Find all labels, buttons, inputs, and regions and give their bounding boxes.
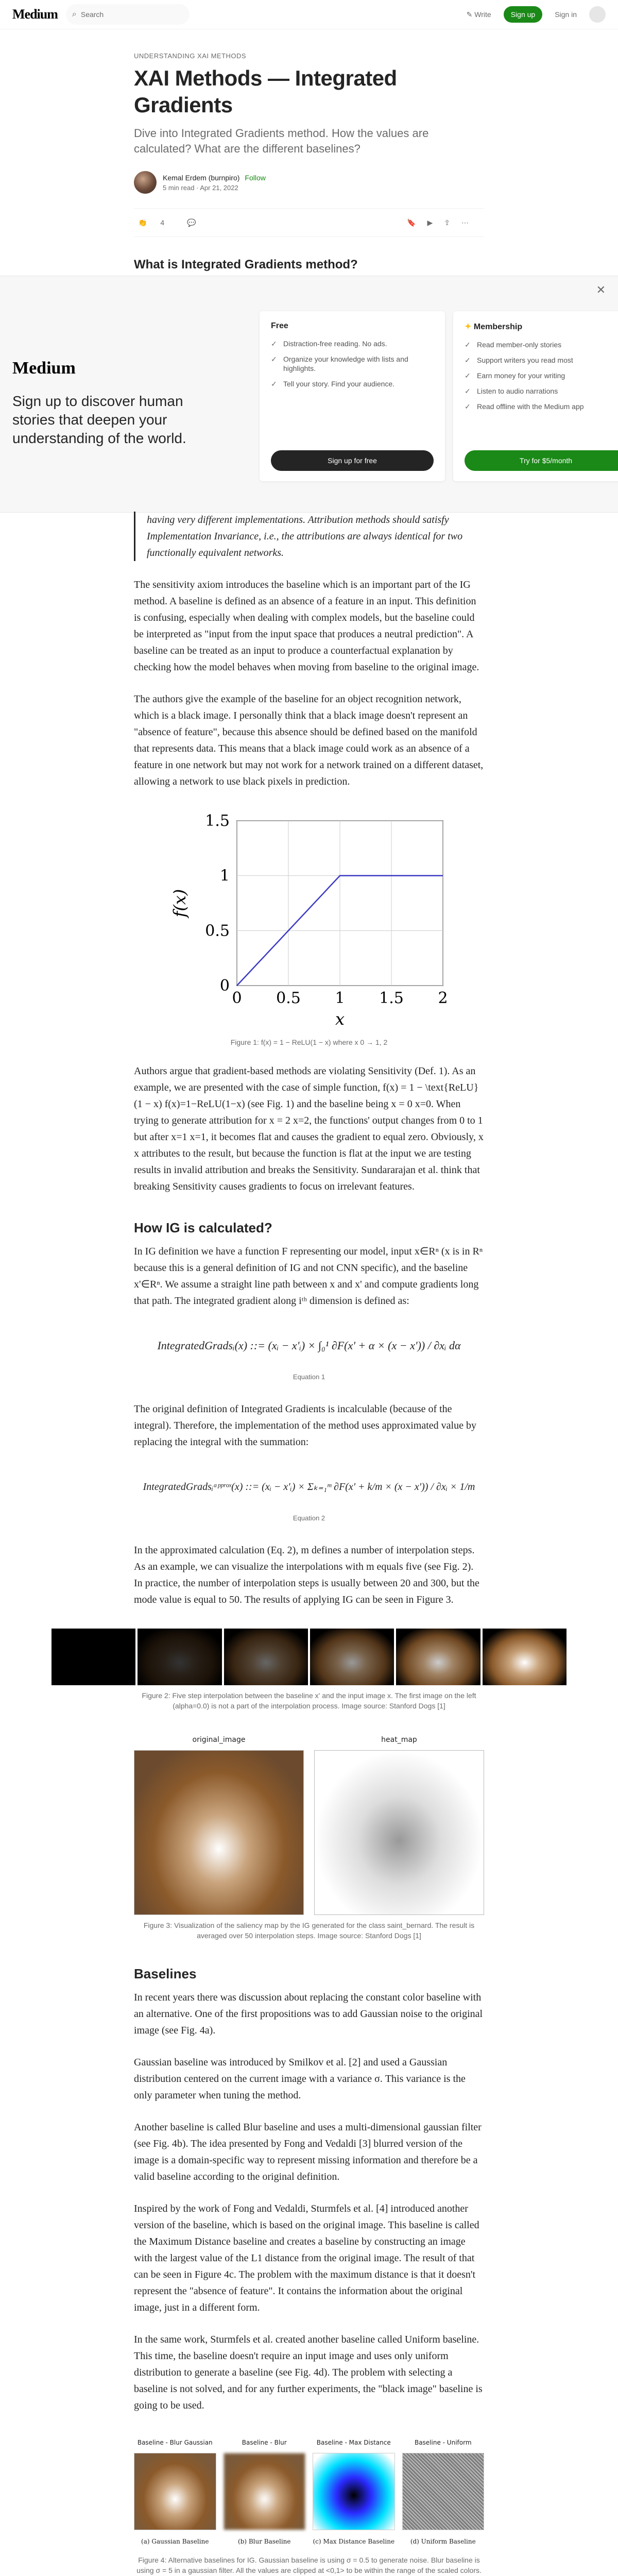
heading-how-ig: How IG is calculated? [134, 1220, 272, 1235]
try-membership-button[interactable]: Try for $5/month [465, 450, 618, 471]
signin-link[interactable]: Sign in [555, 10, 577, 19]
paragraph: Another baseline is called Blur baseline and uses a multi-dimensional gaussian filter (see Fig. 4b). The idea presented by Fong and Vedaldi [3] blurred version of the image is a domain-specific way to represent missing information and therefore be a valid baseline according to the original definition. [134, 2122, 482, 2182]
star-icon: ✦ [465, 323, 474, 331]
interp-image [52, 1629, 135, 1685]
paragraph: In the same work, Sturmfels et al. created another baseline called Uniform baseline. This time, the baseline doesn't require an input image and uses only uniform distribution to generate a baseline (see Fig. 4d). The problem with selecting a baseline is not solved, and for any further experiments, the "black image" baseline is going to be used. [134, 2334, 483, 2411]
figure-caption: Figure 3: Visualization of the saliency map by the IG generated for the class saint_bernard. The result is averaged over 50 interpolation steps. Image source: Stanford Dogs [1] [143, 1921, 475, 1940]
interpolation-strip [52, 1629, 566, 1685]
section-heading: What is Integrated Gradients method? [134, 258, 358, 272]
article-body [134, 512, 484, 2576]
search-placeholder: Search [80, 10, 104, 19]
uniform-baseline-image [402, 2453, 485, 2530]
author-name[interactable]: Kemal Erdem (burnpiro) [163, 173, 240, 182]
membership-item: ✓ Read member-only stories [465, 340, 618, 349]
article [134, 52, 484, 272]
author-block: Kemal Erdem (burnpiro) Follow 5 min read · Apr 21, 2022 [134, 171, 484, 194]
membership-item: ✓ Read offline with the Medium app [465, 402, 618, 411]
membership-item: ✓ Listen to audio narrations [465, 386, 618, 396]
baseline-title: Baseline - Max Distance [316, 2439, 391, 2446]
baseline-label: (c) Max Distance Baseline [313, 2538, 395, 2545]
blur-baseline-image [224, 2453, 306, 2530]
figure-caption: Figure 2: Five step interpolation between the baseline x' and the input image x. The first image on the left (alpha=0.0) is not a part of the interpolation process. Image source: Stanford Dogs [1] [142, 1691, 476, 1710]
signup-overlay [0, 276, 618, 513]
action-bar [134, 208, 484, 237]
panel-title: heat_map [381, 1736, 417, 1744]
figure-1 [134, 810, 484, 1047]
paragraph: The sensitivity axiom introduces the baseline which is an important part of the IG method. A baseline is defined as an absence of a feature in an input. This definition is confusing, especially when dealing with complex models, but the baseline could be interpreted as "input from the input space that produces a neutral prediction". A baseline can be treated as an input to produce a counterfactual explanation by checking how the model behaves when moving from baseline to the original image. [134, 579, 479, 673]
membership-plan-card [453, 311, 618, 481]
x-tick-label: 1.5 [379, 989, 404, 1007]
overlay-tagline: Sign up to discover human stories that deepen your understanding of the world. [12, 393, 186, 446]
free-plan-item: ✓ Tell your story. Find your audience. [271, 379, 434, 388]
signup-button[interactable]: Sign up [504, 6, 542, 23]
free-plan-item: ✓ Organize your knowledge with lists and highlights. [271, 354, 434, 373]
baseline-label: (b) Blur Baseline [237, 2538, 291, 2545]
baseline-label: (a) Gaussian Baseline [141, 2538, 209, 2545]
interp-image [483, 1629, 566, 1685]
membership-item: ✓ Earn money for your writing [465, 371, 618, 380]
overlay-logo: Medium [12, 359, 76, 378]
paragraph: Inspired by the work of Fong and Vedaldi, Sturmfels et al. [4] introduced another version of the baseline, which is based on the original image. This baseline is called the Maximum Distance baseline and creates a baseline by constructing an image with the largest value of the L1 distance from the original image. The result of that can be seen in Figure 4c. The problem with the maximum distance is that it doesn't represent the "absence of feature". It contains the information about the original image, just in a different form. [134, 2203, 479, 2313]
paragraph: Authors argue that gradient-based methods are violating Sensitivity (Def. 1). As an example, we are presented with the case of simple function, f(x) = 1 − \text{ReLU}(1 − x) f(x)=1−ReLU(1−x) (see Fig. 1) and the baseline being x = 0 x=0. When trying to generate attribution for x = 2 x=2, the functions' output changes from 0 to 1 but after x=1 x=1, it becomes flat and causes the gradient to equal zero. Obviously, x x attributes to the result, but because the function is flat at the input we are testing results in invalid attribution and breaks the Sensitivity. Sundararajan et al. think that breaking Sensitivity causes gradients to focus on irrelevant features. [134, 1065, 484, 1192]
equation-caption: Equation 2 [293, 1514, 325, 1522]
x-tick-label: 1 [335, 989, 345, 1007]
interp-image [310, 1629, 394, 1685]
interp-image [224, 1629, 308, 1685]
equation-caption: Equation 1 [293, 1373, 325, 1381]
figure-2 [134, 1629, 484, 1711]
free-plan-item: ✓ Distraction-free reading. No ads. [271, 339, 434, 348]
heading-baselines: Baselines [134, 1966, 197, 1981]
close-icon[interactable]: ✕ [596, 283, 606, 296]
read-time: 5 min read [163, 183, 195, 192]
kicker: UNDERSTANDING XAI METHODS [134, 52, 247, 60]
write-button[interactable]: ✎ Write [466, 10, 491, 19]
figure-caption: Figure 1: f(x) = 1 − ReLU(1 − x) where x 0 → 1, 2 [230, 1038, 388, 1046]
equation-1: IntegratedGradsᵢ(x) ::= (xᵢ − x'ᵢ) × ∫₀¹ ∂F(x' + α × (x − x')) / ∂xᵢ dα [157, 1339, 461, 1352]
figure-3 [134, 1732, 484, 1941]
author-avatar[interactable] [134, 171, 157, 194]
panel-title: original_image [192, 1736, 246, 1744]
y-tick-label: 1 [219, 867, 230, 885]
free-plan-title: Free [271, 321, 288, 330]
baseline-label: (d) Uniform Baseline [410, 2538, 476, 2545]
y-tick-label: 1.5 [205, 812, 230, 830]
original-dog-image [134, 1750, 304, 1915]
x-tick-label: 2 [438, 989, 448, 1007]
figure-4 [134, 2434, 484, 2576]
x-tick-label: 0.5 [276, 989, 301, 1007]
x-tick-label: 0 [232, 989, 242, 1007]
search-input[interactable] [66, 4, 190, 25]
follow-button[interactable]: Follow [245, 173, 266, 182]
publish-date: Apr 21, 2022 [200, 183, 238, 192]
share-icon[interactable]: ⇪ [444, 218, 450, 227]
article-title: XAI Methods — Integrated Gradients [134, 66, 397, 117]
clap-icon: 👏 [138, 218, 149, 227]
listen-icon[interactable]: ▶ [427, 218, 433, 227]
paragraph: In the approximated calculation (Eq. 2), m defines a number of interpolation steps. As an example, we can visualize the interpolations with m equals five (see Fig. 2). In practice, the number of interpolation steps is usually between 20 and 300, but the mode value is equal to 50. The results of applying IG can be seen in Figure 3. [134, 1545, 479, 1605]
clap-button[interactable]: 👏 4 [138, 218, 165, 227]
heatmap-image [314, 1750, 484, 1915]
paragraph: The original definition of Integrated Gradients is incalculable (because of the integral). Therefore, the implementation of the method uses approximated value by replacing the integral with the summation: [134, 1403, 476, 1448]
x-axis-label: x [335, 1009, 345, 1027]
more-icon[interactable]: ⋯ [461, 218, 469, 227]
membership-title: Membership [473, 323, 523, 331]
y-axis-label: f(x) [170, 889, 190, 918]
figure-caption: Figure 4: Alternative baselines for IG. Gaussian baseline is using σ = 0.5 to generate noise. Blur baseline is using σ = 5 in a gaussian filter. All the values are clipped at <0,1> to be within the range of the scaled colors. [136, 2556, 482, 2574]
signup-free-button[interactable]: Sign up for free [271, 450, 434, 471]
paragraph: Gaussian baseline was introduced by Smilkov et al. [2] and used a Gaussian distribution centered on the current image with a variance σ. This variance is the only parameter when tuning the method. [134, 2057, 466, 2101]
gaussian-baseline-image [134, 2453, 216, 2530]
relu-chart [134, 810, 484, 1027]
membership-item: ✓ Support writers you read most [465, 355, 618, 365]
avatar-icon[interactable] [589, 6, 606, 23]
bookmark-icon[interactable]: 🔖 [407, 218, 416, 227]
paragraph: In recent years there was discussion about replacing the constant color baseline with an alternative. One of the first propositions was to add Gaussian noise to the original image (see Fig. 4a). [134, 1992, 483, 2036]
baseline-title: Baseline - Uniform [414, 2439, 472, 2446]
y-tick-label: 0 [219, 977, 230, 995]
write-icon: ✎ [466, 10, 475, 19]
article-subtitle: Dive into Integrated Gradients method. How the values are calculated? What are the different baselines? [134, 127, 429, 155]
blockquote: having very different implementations. Attribution methods should satisfy Implementation Invariance, i.e., the attributions are always identical for two functionally equivalent networks. [134, 512, 484, 561]
free-plan-card [260, 311, 445, 481]
interp-image [396, 1629, 480, 1685]
max-distance-baseline-image [313, 2453, 395, 2530]
comment-icon[interactable]: 💬 [187, 218, 196, 227]
baseline-title: Baseline - Blur Gaussian [137, 2439, 213, 2446]
equation-2: IntegratedGradsᵢᵃᵖᵖʳᵒˣ(x) ::= (xᵢ − x'ᵢ) × Σₖ₌₁ᵐ ∂F(x' + k/m × (x − x')) / ∂xᵢ × 1/m [143, 1481, 475, 1493]
interp-image [138, 1629, 221, 1685]
baseline-title: Baseline - Blur [242, 2439, 287, 2446]
search-icon: ⌕ [72, 10, 77, 19]
y-tick-label: 0.5 [205, 922, 230, 940]
medium-logo[interactable]: Medium [12, 7, 58, 22]
top-nav [0, 0, 618, 29]
paragraph: In IG definition we have a function F representing our model, input x∈Rⁿ (x is in Rⁿ because this is a general definition of IG and not CNN specific), and the baseline x'∈Rⁿ. We assume a straight line path between x and x' and compute gradients long that path. The integrated gradient along iᵗʰ dimension is defined as: [134, 1246, 483, 1307]
paragraph: The authors give the example of the baseline for an object recognition network, which is a black image. I personally think that a black image doesn't represent an "absence of feature", because this absence should be defined based on the manifold that represents data. This means that a black image could work as an absence of a feature in one network but may not work for a network trained on a different dataset, allowing a network to use black pixels in prediction. [134, 693, 484, 787]
